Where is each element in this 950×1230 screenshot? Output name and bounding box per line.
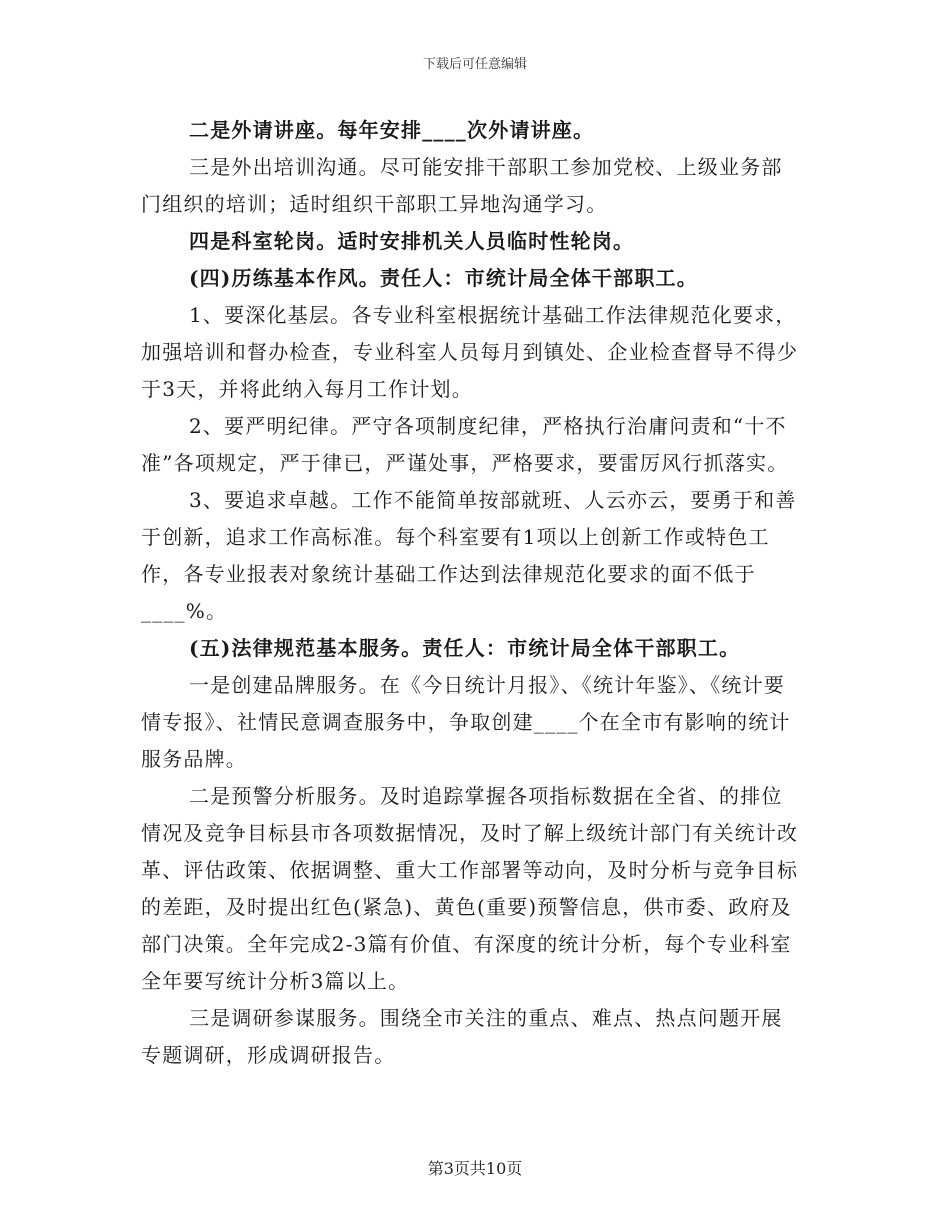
paragraph-warning-analysis: 二是预警分析服务。及时追踪掌握各项指标数据在全省、的排位情况及竞争目标县市各项数据情况，及时了解上级统计部门有关统计改革、评估政策、依据调整、重大工作部署等动向，及时分析与竞争目标的差距，及时提出红色(紧急)、黄色(重要)预警信息，供市委、政府及部门决策。全年完成2-3篇有价值、有深度的统计分析，每个专业科室全年要写统计分析3篇以上。	[141, 784, 799, 993]
paragraph-item-2: 2、要严明纪律。严守各项制度纪律，严格执行治庸问责和“十不准”各项规定，严于律已，严谨处事，严格要求，要雷厉风行抓落实。	[141, 414, 789, 475]
paragraph-job-rotation: 四是科室轮岗。适时安排机关人员临时性轮岗。	[189, 229, 635, 253]
paragraph-external-lectures: 二是外请讲座。每年安排____次外请讲座。	[189, 118, 595, 142]
paragraph-research-service: 三是调研参谋服务。围绕全市关注的重点、难点、热点问题开展专题调研，形成调研报告。	[141, 1006, 783, 1067]
document-body	[141, 112, 801, 1074]
page-number: 第3页共10页	[427, 1159, 523, 1178]
page-header: 下载后可任意编辑	[422, 57, 527, 72]
paragraph-item-1: 1、要深化基层。各专业科室根据统计基础工作法律规范化要求，加强培训和督办检查，专业科室人员每月到镇处、企业检查督导不得少于3天，并将此纳入每月工作计划。	[141, 303, 799, 401]
section-heading-5: (五)法律规范基本服务。责任人：市统计局全体干部职工。	[189, 636, 741, 660]
paragraph-external-training: 三是外出培训沟通。尽可能安排干部职工参加党校、上级业务部门组织的培训；适时组织干部职工异地沟通学习。	[141, 155, 783, 216]
paragraph-item-3: 3、要追求卓越。工作不能简单按部就班、人云亦云，要勇于和善于创新，追求工作高标准。每个科室要有1项以上创新工作或特色工作，各专业报表对象统计基础工作达到法律规范化要求的面不低于____%。	[141, 488, 797, 623]
section-heading-4: (四)历练基本作风。责任人：市统计局全体干部职工。	[189, 266, 698, 290]
paragraph-brand-service: 一是创建品牌服务。在《今日统计月报》、《统计年鉴》、《统计要情专报》、社情民意调查服务中，争取创建____个在全市有影响的统计服务品牌。	[141, 673, 791, 771]
